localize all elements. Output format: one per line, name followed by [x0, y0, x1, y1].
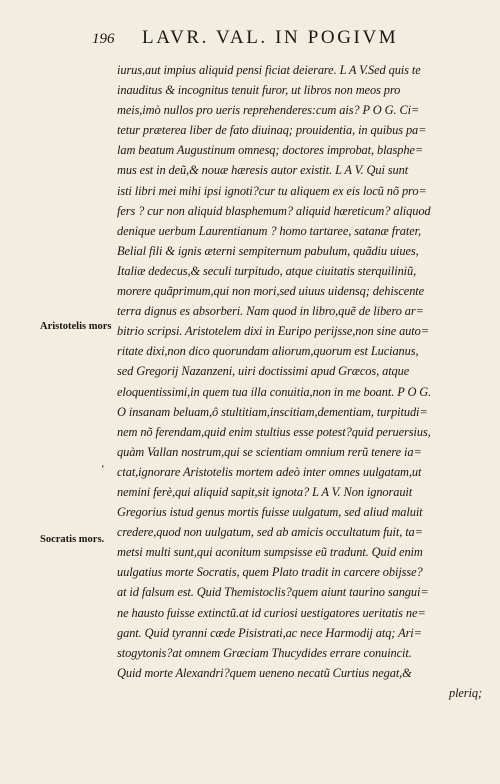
- text-line: terra dignus es absorberi. Nam quod in libro,quẽ de libero ar=: [117, 304, 424, 319]
- text-line: fers ? cur non aliquid blasphemum? aliquid hæreticum? aliquod: [117, 203, 431, 218]
- text-line: credere,quod non uulgatum, sed ab amicis occultatum fuit, ta=: [117, 525, 423, 540]
- text-line: quàm Vallan nostrum,qui se scientiam omnium rerũ tenere ia=: [117, 444, 422, 459]
- text-line: Italiæ dedecus,& seculi turpitudo, atque ciuitatis sterquiliniũ,: [117, 263, 417, 278]
- text-line: bitrio scripsi. Aristotelem dixi in Euripo perijsse,non sine auto=: [117, 324, 429, 339]
- margin-mark: ‘: [101, 463, 105, 475]
- text-line: lam beatum Augustinum omnesq; doctores improbat, blasphe=: [117, 143, 424, 158]
- text-line: inauditus & incognitus tenuit furor, ut libros non meos pro: [117, 83, 401, 98]
- text-line: O insanam beluam,ô stultitiam,inscitiam,dementiam, turpitudi=: [117, 404, 428, 419]
- text-line: eloquentissimi,in quem tua illa conuitia,non in me boant. P O G.: [117, 384, 432, 399]
- text-line: metsi multi sunt,qui aconitum sumpsisse eũ tradunt. Quid enim: [117, 545, 423, 560]
- text-line: nemini ferè,qui aliquid sapit,sit ignota? L A V. Non ignorauit: [117, 484, 413, 499]
- text-line: iurus,aut impius aliquid pensi ficiat deierare. L A V.Sed quis te: [117, 63, 421, 77]
- text-line: nem nõ ferendam,quid enim stultius esse potest?quid peruersius,: [117, 424, 431, 439]
- text-line: at id falsum est. Quid Themistoclis?quem aiunt taurino sangui=: [117, 585, 429, 600]
- text-line: sed Gregorij Nazanzeni, uiri doctissimi apud Græcos, atque: [117, 364, 410, 379]
- text-line: tetur præterea liber de fato diuinaq; prouidentia, in quibus pa=: [117, 123, 427, 138]
- text-line: stogytonis?at omnem Græciam Thucydides errare conuincit.: [117, 645, 412, 660]
- page-number: 196: [92, 31, 115, 47]
- running-head: LAVR. VAL. IN POGIVM: [142, 27, 399, 48]
- margin-note-aristotle: Aristotelis mors: [40, 321, 112, 332]
- text-line: meis,imò nullos pro ueris reprehenderes:cum ais? P O G. Ci=: [117, 103, 420, 118]
- text-line: morere quãprimum,qui non mori,sed uiuus uidensq; dehiscente: [117, 284, 425, 299]
- text-line: ritate dixi,non dico quorundam aliorum,quorum est Lucianus,: [117, 344, 419, 359]
- margin-note-socrates: Socratis mors.: [40, 534, 105, 545]
- page-header: [92, 27, 484, 51]
- text-line: gant. Quid tyranni cæde Pisistrati,ac nece Harmodij atq; Ari=: [117, 625, 422, 640]
- text-line: Belial fili & ignis æterni sempiternum pabulum, quãdiu uiues,: [117, 243, 419, 258]
- text-line: ctat,ignorare Aristotelis mortem adeò inter omnes uulgatam,ut: [117, 464, 422, 479]
- text-line: denique uerbum Laurentianum ? homo tartaree, satanæ frater,: [117, 223, 421, 238]
- text-line: uulgatius morte Socratis, quem Plato tradit in carcere obijsse?: [117, 565, 423, 580]
- text-line: Quid morte Alexandri?quem ueneno necatũ Curtius negat,&: [117, 665, 412, 680]
- text-line: isti libri mei mihi ipsi ignoti?cur tu aliquem ex eis locũ nõ pro=: [117, 183, 427, 198]
- text-line: Gregorius istud genus mortis fuisse uulgatum, sed aliud maluit: [117, 505, 423, 520]
- text-line: ne hausto fuisse extinctũ.at id curiosi uestigatores ueritatis ne=: [117, 605, 426, 620]
- text-body: [117, 60, 482, 703]
- catchword: pleriq;: [448, 685, 482, 700]
- text-line: mus est in deũ,& nouæ hæresis autor existit. L A V. Qui sunt: [117, 163, 409, 178]
